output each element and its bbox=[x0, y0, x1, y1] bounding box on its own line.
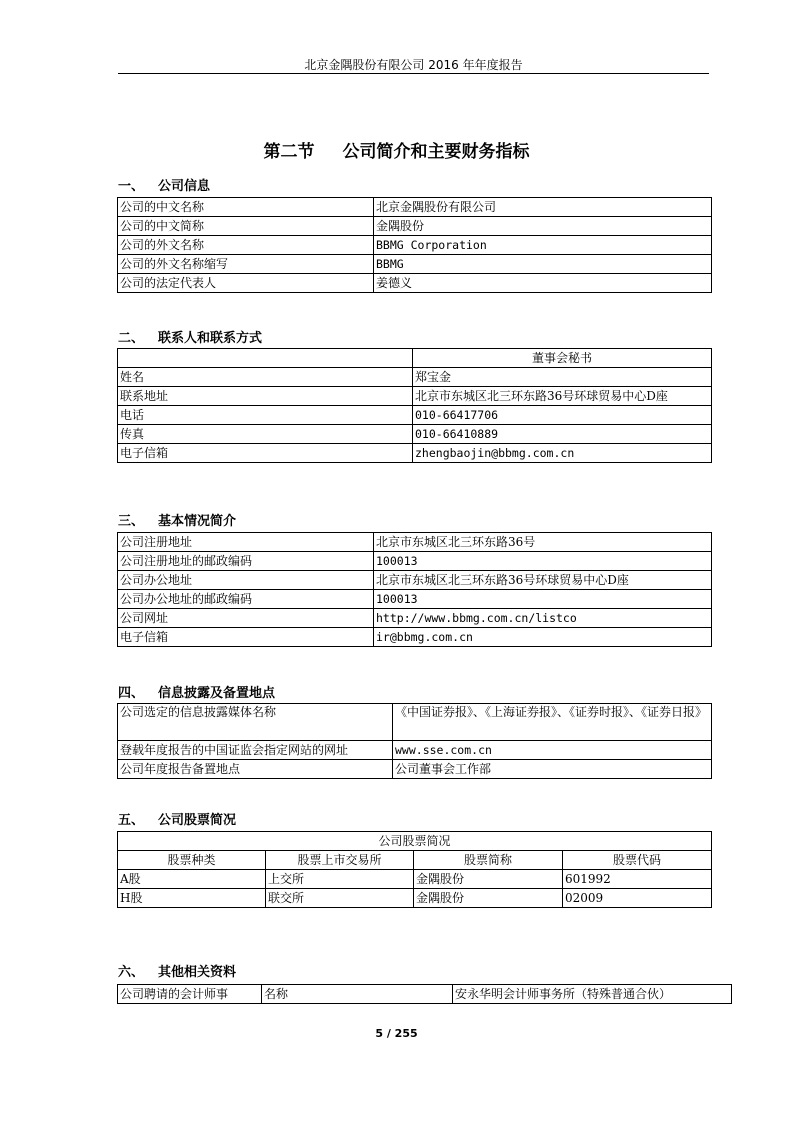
cell-label: 公司年度报告备置地点 bbox=[118, 760, 393, 779]
table-row bbox=[118, 704, 712, 741]
table-row bbox=[118, 889, 712, 908]
column-header: 股票简称 bbox=[414, 851, 563, 870]
table-title: 公司股票简况 bbox=[118, 832, 712, 851]
header-divider bbox=[118, 73, 709, 74]
disclosure-table bbox=[117, 703, 712, 779]
cell-label: 公司的外文名称 bbox=[118, 236, 374, 255]
cell-value: 联交所 bbox=[266, 889, 414, 908]
table-row bbox=[118, 217, 712, 236]
table-row bbox=[118, 368, 712, 387]
cell-value: 上交所 bbox=[266, 870, 414, 889]
other-info-table bbox=[117, 984, 732, 1004]
cell-label: 电子信箱 bbox=[118, 628, 374, 647]
cell-value: 100013 bbox=[374, 590, 712, 609]
cell-value: 北京市东城区北三环东路36号环球贸易中心D座 bbox=[374, 571, 712, 590]
table-header-row bbox=[118, 851, 712, 870]
cell-value: 姜德义 bbox=[374, 274, 712, 293]
stock-table bbox=[117, 831, 712, 908]
cell-label: 电子信箱 bbox=[118, 444, 413, 463]
page-number: 5 / 255 bbox=[375, 1027, 418, 1040]
basic-info-table bbox=[117, 532, 712, 647]
cell-label: 公司网址 bbox=[118, 609, 374, 628]
table-row bbox=[118, 552, 712, 571]
table-row bbox=[118, 985, 732, 1004]
column-header: 股票代码 bbox=[563, 851, 712, 870]
table-row bbox=[118, 571, 712, 590]
cell-label: 公司办公地址 bbox=[118, 571, 374, 590]
cell-value: 北京金隅股份有限公司 bbox=[374, 198, 712, 217]
heading-text: 联系人和联系方式 bbox=[158, 331, 263, 346]
website-link[interactable]: http://www.bbmg.com.cn/listco bbox=[374, 609, 712, 628]
heading-text: 基本情况简介 bbox=[158, 514, 237, 529]
cell-label: 公司注册地址的邮政编码 bbox=[118, 552, 374, 571]
cell-value: 公司董事会工作部 bbox=[393, 760, 712, 779]
table-row bbox=[118, 406, 712, 425]
cell-label: 公司的外文名称缩写 bbox=[118, 255, 374, 274]
cell-label: 公司的中文简称 bbox=[118, 217, 374, 236]
email-link[interactable]: ir@bbmg.com.cn bbox=[374, 628, 712, 647]
cell-value: 100013 bbox=[374, 552, 712, 571]
cell-value: BBMG Corporation bbox=[374, 236, 712, 255]
cell-value: H股 bbox=[118, 889, 266, 908]
cell-value: 金隅股份 bbox=[374, 217, 712, 236]
cell-label: 传真 bbox=[118, 425, 413, 444]
table-row bbox=[118, 198, 712, 217]
section-name: 公司简介和主要财务指标 bbox=[342, 142, 530, 162]
heading-text: 公司股票简况 bbox=[158, 813, 237, 828]
heading-other bbox=[118, 961, 236, 980]
cell-sublabel: 名称 bbox=[262, 985, 453, 1004]
heading-text: 公司信息 bbox=[158, 179, 211, 194]
heading-number: 五、 bbox=[118, 813, 145, 828]
heading-number: 一、 bbox=[118, 179, 145, 194]
section-number: 第二节 bbox=[263, 142, 315, 162]
cell-value: 安永华明会计师事务所（特殊普通合伙） bbox=[453, 985, 732, 1004]
cell-value: 010-66410889 bbox=[413, 425, 712, 444]
table-row bbox=[118, 274, 712, 293]
heading-number: 六、 bbox=[118, 965, 145, 980]
heading-number: 四、 bbox=[118, 686, 145, 701]
cell-label: 公司的中文名称 bbox=[118, 198, 374, 217]
table-row bbox=[118, 870, 712, 889]
table-title-row bbox=[118, 832, 712, 851]
cell-value: A股 bbox=[118, 870, 266, 889]
cell-value: zhengbaojin@bbmg.com.cn bbox=[413, 444, 712, 463]
table-row bbox=[118, 590, 712, 609]
table-row bbox=[118, 760, 712, 779]
column-header: 股票上市交易所 bbox=[266, 851, 414, 870]
cell-value: 02009 bbox=[563, 889, 712, 908]
cell-value: 金隅股份 bbox=[414, 889, 563, 908]
table-row bbox=[118, 741, 712, 760]
cell-value: 601992 bbox=[563, 870, 712, 889]
cell-label: 登载年度报告的中国证监会指定网站的网址 bbox=[118, 741, 393, 760]
cell-label: 公司注册地址 bbox=[118, 533, 374, 552]
cell-label: 姓名 bbox=[118, 368, 413, 387]
heading-contact bbox=[118, 327, 262, 346]
heading-text: 信息披露及备置地点 bbox=[158, 686, 276, 701]
heading-number: 三、 bbox=[118, 514, 145, 529]
table-row bbox=[118, 425, 712, 444]
heading-text: 其他相关资料 bbox=[158, 965, 237, 980]
table-row bbox=[118, 444, 712, 463]
heading-company-info bbox=[118, 175, 210, 194]
table-row bbox=[118, 255, 712, 274]
cell-value: 010-66417706 bbox=[413, 406, 712, 425]
table-row bbox=[118, 533, 712, 552]
section-title bbox=[0, 137, 793, 162]
cell-value: 金隅股份 bbox=[414, 870, 563, 889]
contact-table bbox=[117, 348, 712, 463]
cell-label: 联系地址 bbox=[118, 387, 413, 406]
column-header: 董事会秘书 bbox=[413, 349, 712, 368]
cell-value: BBMG bbox=[374, 255, 712, 274]
table-row bbox=[118, 236, 712, 255]
cell-value: 北京市东城区北三环东路36号环球贸易中心D座 bbox=[413, 387, 712, 406]
website-link[interactable]: www.sse.com.cn bbox=[393, 741, 712, 760]
company-info-table bbox=[117, 197, 712, 293]
column-header: 股票种类 bbox=[118, 851, 266, 870]
heading-stock bbox=[118, 809, 236, 828]
cell-label: 公司的法定代表人 bbox=[118, 274, 374, 293]
heading-basic-info bbox=[118, 510, 236, 529]
table-header-row bbox=[118, 349, 712, 368]
cell-value: 《中国证券报》、《上海证券报》、《证券时报》、《证券日报》 bbox=[393, 704, 712, 741]
cell-label: 电话 bbox=[118, 406, 413, 425]
cell-label: 公司选定的信息披露媒体名称 bbox=[118, 704, 393, 741]
table-row bbox=[118, 628, 712, 647]
table-row bbox=[118, 609, 712, 628]
heading-disclosure bbox=[118, 682, 275, 701]
cell-label: 公司聘请的会计师事 bbox=[118, 985, 262, 1004]
cell-value: 郑宝金 bbox=[413, 368, 712, 387]
table-row bbox=[118, 387, 712, 406]
heading-number: 二、 bbox=[118, 331, 145, 346]
cell-value: 北京市东城区北三环东路36号 bbox=[374, 533, 712, 552]
page-header: 北京金隅股份有限公司 2016 年年度报告 bbox=[304, 58, 523, 72]
cell-label: 公司办公地址的邮政编码 bbox=[118, 590, 374, 609]
